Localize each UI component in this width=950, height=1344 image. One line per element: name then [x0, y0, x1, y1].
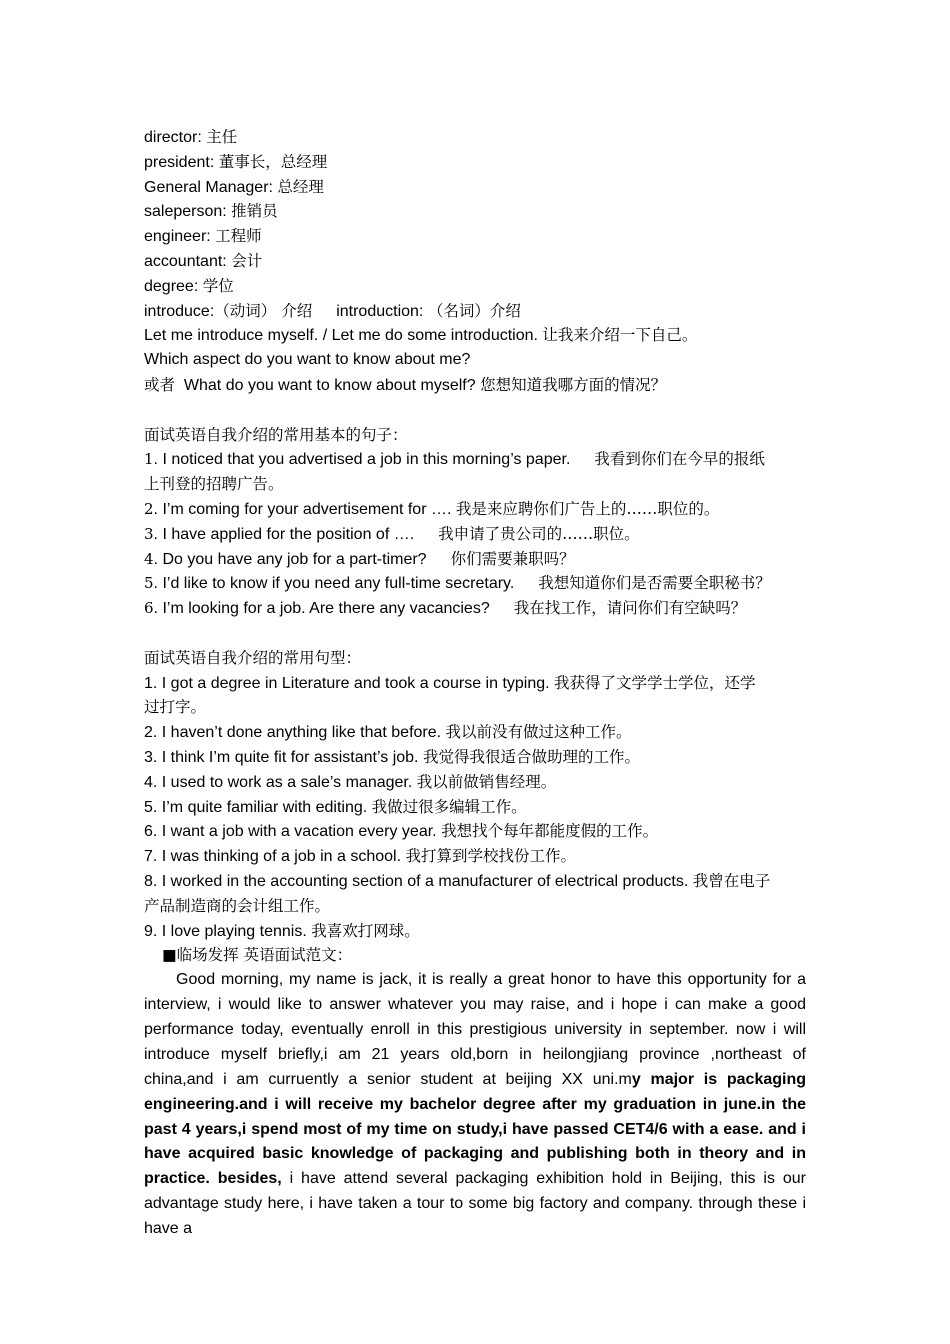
vocab-general-manager: [144, 175, 806, 200]
phrase-cn: 您想知道我哪方面的情况？: [480, 375, 667, 394]
term-cn: 推销员: [231, 202, 278, 221]
pattern-cn: 我获得了文学学士学位，还学: [554, 673, 756, 692]
document-page: [144, 125, 806, 1242]
pattern-cn: 我觉得我很适合做助理的工作。: [422, 747, 640, 766]
vocab-introduce: [144, 299, 806, 324]
sentence-en: . I’d like to know if you need any full-time secretary.: [153, 575, 515, 593]
term-en: engineer:: [144, 228, 211, 246]
item-number: 2: [144, 499, 154, 518]
vocab-degree: [144, 274, 806, 299]
sample-essay: [144, 968, 806, 1242]
sentence-item: [144, 547, 806, 572]
pattern-cn: 我曾在电子: [692, 871, 771, 890]
pattern-item: [144, 745, 806, 770]
vocab-engineer: [144, 224, 806, 249]
pattern-cn: 我做过很多编辑工作。: [371, 797, 527, 816]
pattern-item: [144, 720, 806, 745]
sentence-en: . I’m coming for your advertisement for ….: [153, 500, 452, 518]
sentence-item: [144, 522, 806, 547]
term-cn: （名词）介绍: [427, 301, 521, 320]
sample-heading: ■临场发挥 英语面试范文：: [162, 946, 353, 965]
term-cn: 学位: [202, 276, 234, 295]
pattern-item: [144, 919, 806, 944]
phrase-what-know: [144, 373, 806, 398]
pattern-cn: 我喜欢打网球。: [311, 921, 420, 940]
term-en: accountant:: [144, 252, 227, 270]
pattern-en: 1. I got a degree in Literature and took a course in typing.: [144, 674, 550, 692]
term-cn: （动词） 介绍: [214, 301, 313, 320]
pattern-item-continued: 产品制造商的会计组工作。: [144, 896, 331, 915]
item-number: 3: [144, 524, 154, 543]
essay-bold-text: y major is packaging engineering.and i will receive my bachelor degree after my graduation in june.in the past 4 years,i spend most of my time on study,i have passed CET4/6 with a ease. and i have acquired basic knowledge of packaging and publishing both in theory and in practice. besides,: [144, 1070, 807, 1188]
sentence-en: . I’m looking for a job. Are there any vacancies?: [153, 600, 490, 618]
sentence-en: . I noticed that you advertised a job in this morning’s paper.: [153, 451, 571, 469]
term-en: introduce:: [144, 302, 215, 320]
sentence-cn: 我是来应聘你们广告上的……职位的。: [455, 499, 720, 518]
section2-heading: 面试英语自我介绍的常用句型：: [144, 648, 362, 667]
spacer: [144, 621, 806, 646]
phrase-en: Let me introduce myself. / Let me do some introduction.: [144, 327, 538, 345]
essay-text: Good morning, my name is jack, it is really a great honor to have this opportunity for a interview, i would like to answer whatever you may raise, and i hope i can make a good performance today, eventually enroll in this prestigious university in september. now i will introduce myself briefly,i am 21 years old,born in heilongjiang province ,northeast of china,and i am curruently a senior student at beijing XX uni.m: [144, 971, 806, 1088]
pattern-en: 9. I love playing tennis.: [144, 922, 307, 940]
pattern-cn: 我想找个每年都能度假的工作。: [441, 822, 659, 841]
spacer: [144, 398, 806, 423]
term-cn: 董事长，总经理: [218, 152, 328, 171]
item-number: 1: [144, 450, 154, 469]
pattern-item: [144, 770, 806, 795]
pattern-en: 5. I’m quite familiar with editing.: [144, 798, 368, 816]
phrase-en: Which aspect do you want to know about me?: [144, 351, 471, 369]
pattern-item: [144, 844, 806, 869]
term-cn: 主任: [206, 128, 238, 146]
phrase-which-aspect: [144, 348, 806, 373]
vocab-saleperson: [144, 199, 806, 224]
pattern-en: 2. I haven’t done anything like that before.: [144, 724, 442, 742]
pattern-cn: 我打算到学校找份工作。: [405, 847, 577, 866]
pattern-en: 8. I worked in the accounting section of a manufacturer of electrical products.: [144, 872, 689, 890]
term-en: General Manager:: [144, 178, 273, 196]
vocab-accountant: [144, 249, 806, 274]
sentence-en: . I have applied for the position of ….: [153, 525, 415, 543]
term-en: director:: [144, 129, 202, 146]
sentence-cn: 我想知道你们是否需要全职秘书？: [538, 574, 771, 593]
sentence-cn: 我在找工作，请问你们有空缺吗？: [513, 599, 747, 618]
sentence-en: . Do you have any job for a part-timer?: [153, 550, 427, 568]
vocab-director: [144, 125, 806, 150]
pattern-cn: 我以前做销售经理。: [416, 772, 557, 791]
term-cn: 总经理: [277, 177, 324, 196]
pattern-item: [144, 819, 806, 844]
item-number: 5: [144, 574, 154, 593]
sentence-cn: 你们需要兼职吗？: [450, 549, 575, 568]
phrase-en: What do you want to know about myself?: [183, 376, 476, 394]
pattern-item: [144, 869, 806, 894]
pattern-en: 6. I want a job with a vacation every year.: [144, 823, 437, 841]
sentence-item: [144, 596, 806, 621]
sentence-item: [144, 571, 806, 596]
pattern-en: 4. I used to work as a sale’s manager.: [144, 773, 413, 791]
term-en: introduction:: [336, 302, 424, 320]
phrase-cn: 让我来介绍一下自己。: [542, 326, 698, 345]
item-number: 6: [144, 599, 154, 618]
vocab-president: [144, 150, 806, 175]
sentence-cn: 我看到你们在今早的报纸: [594, 450, 765, 469]
pattern-item: [144, 795, 806, 820]
pattern-cn: 我以前没有做过这种工作。: [445, 723, 632, 742]
sentence-item: [144, 497, 806, 522]
pattern-item-continued: 过打字。: [144, 698, 207, 717]
term-en: president:: [144, 153, 215, 171]
term-cn: 会计: [231, 251, 263, 270]
phrase-introduce-myself: [144, 323, 806, 348]
sentence-item-continued: 上刊登的招聘广告。: [144, 475, 284, 494]
phrase-cn: 或者: [144, 375, 176, 394]
term-cn: 工程师: [215, 227, 262, 246]
term-en: degree:: [144, 277, 199, 295]
pattern-en: 7. I was thinking of a job in a school.: [144, 848, 402, 866]
item-number: 4: [144, 549, 154, 568]
pattern-item: [144, 671, 806, 696]
sentence-cn: 我申请了贵公司的……职位。: [438, 524, 640, 543]
pattern-en: 3. I think I’m quite fit for assistant’s job.: [144, 748, 419, 766]
term-en: saleperson:: [144, 203, 227, 221]
section1-heading: 面试英语自我介绍的常用基本的句子：: [144, 425, 408, 444]
essay-text: i have attend several packaging exhibition hold in Beijing, this is our advantage study here, i have taken a tour to some big factory and company. through these i have a: [144, 1170, 806, 1238]
sentence-item: [144, 447, 806, 472]
